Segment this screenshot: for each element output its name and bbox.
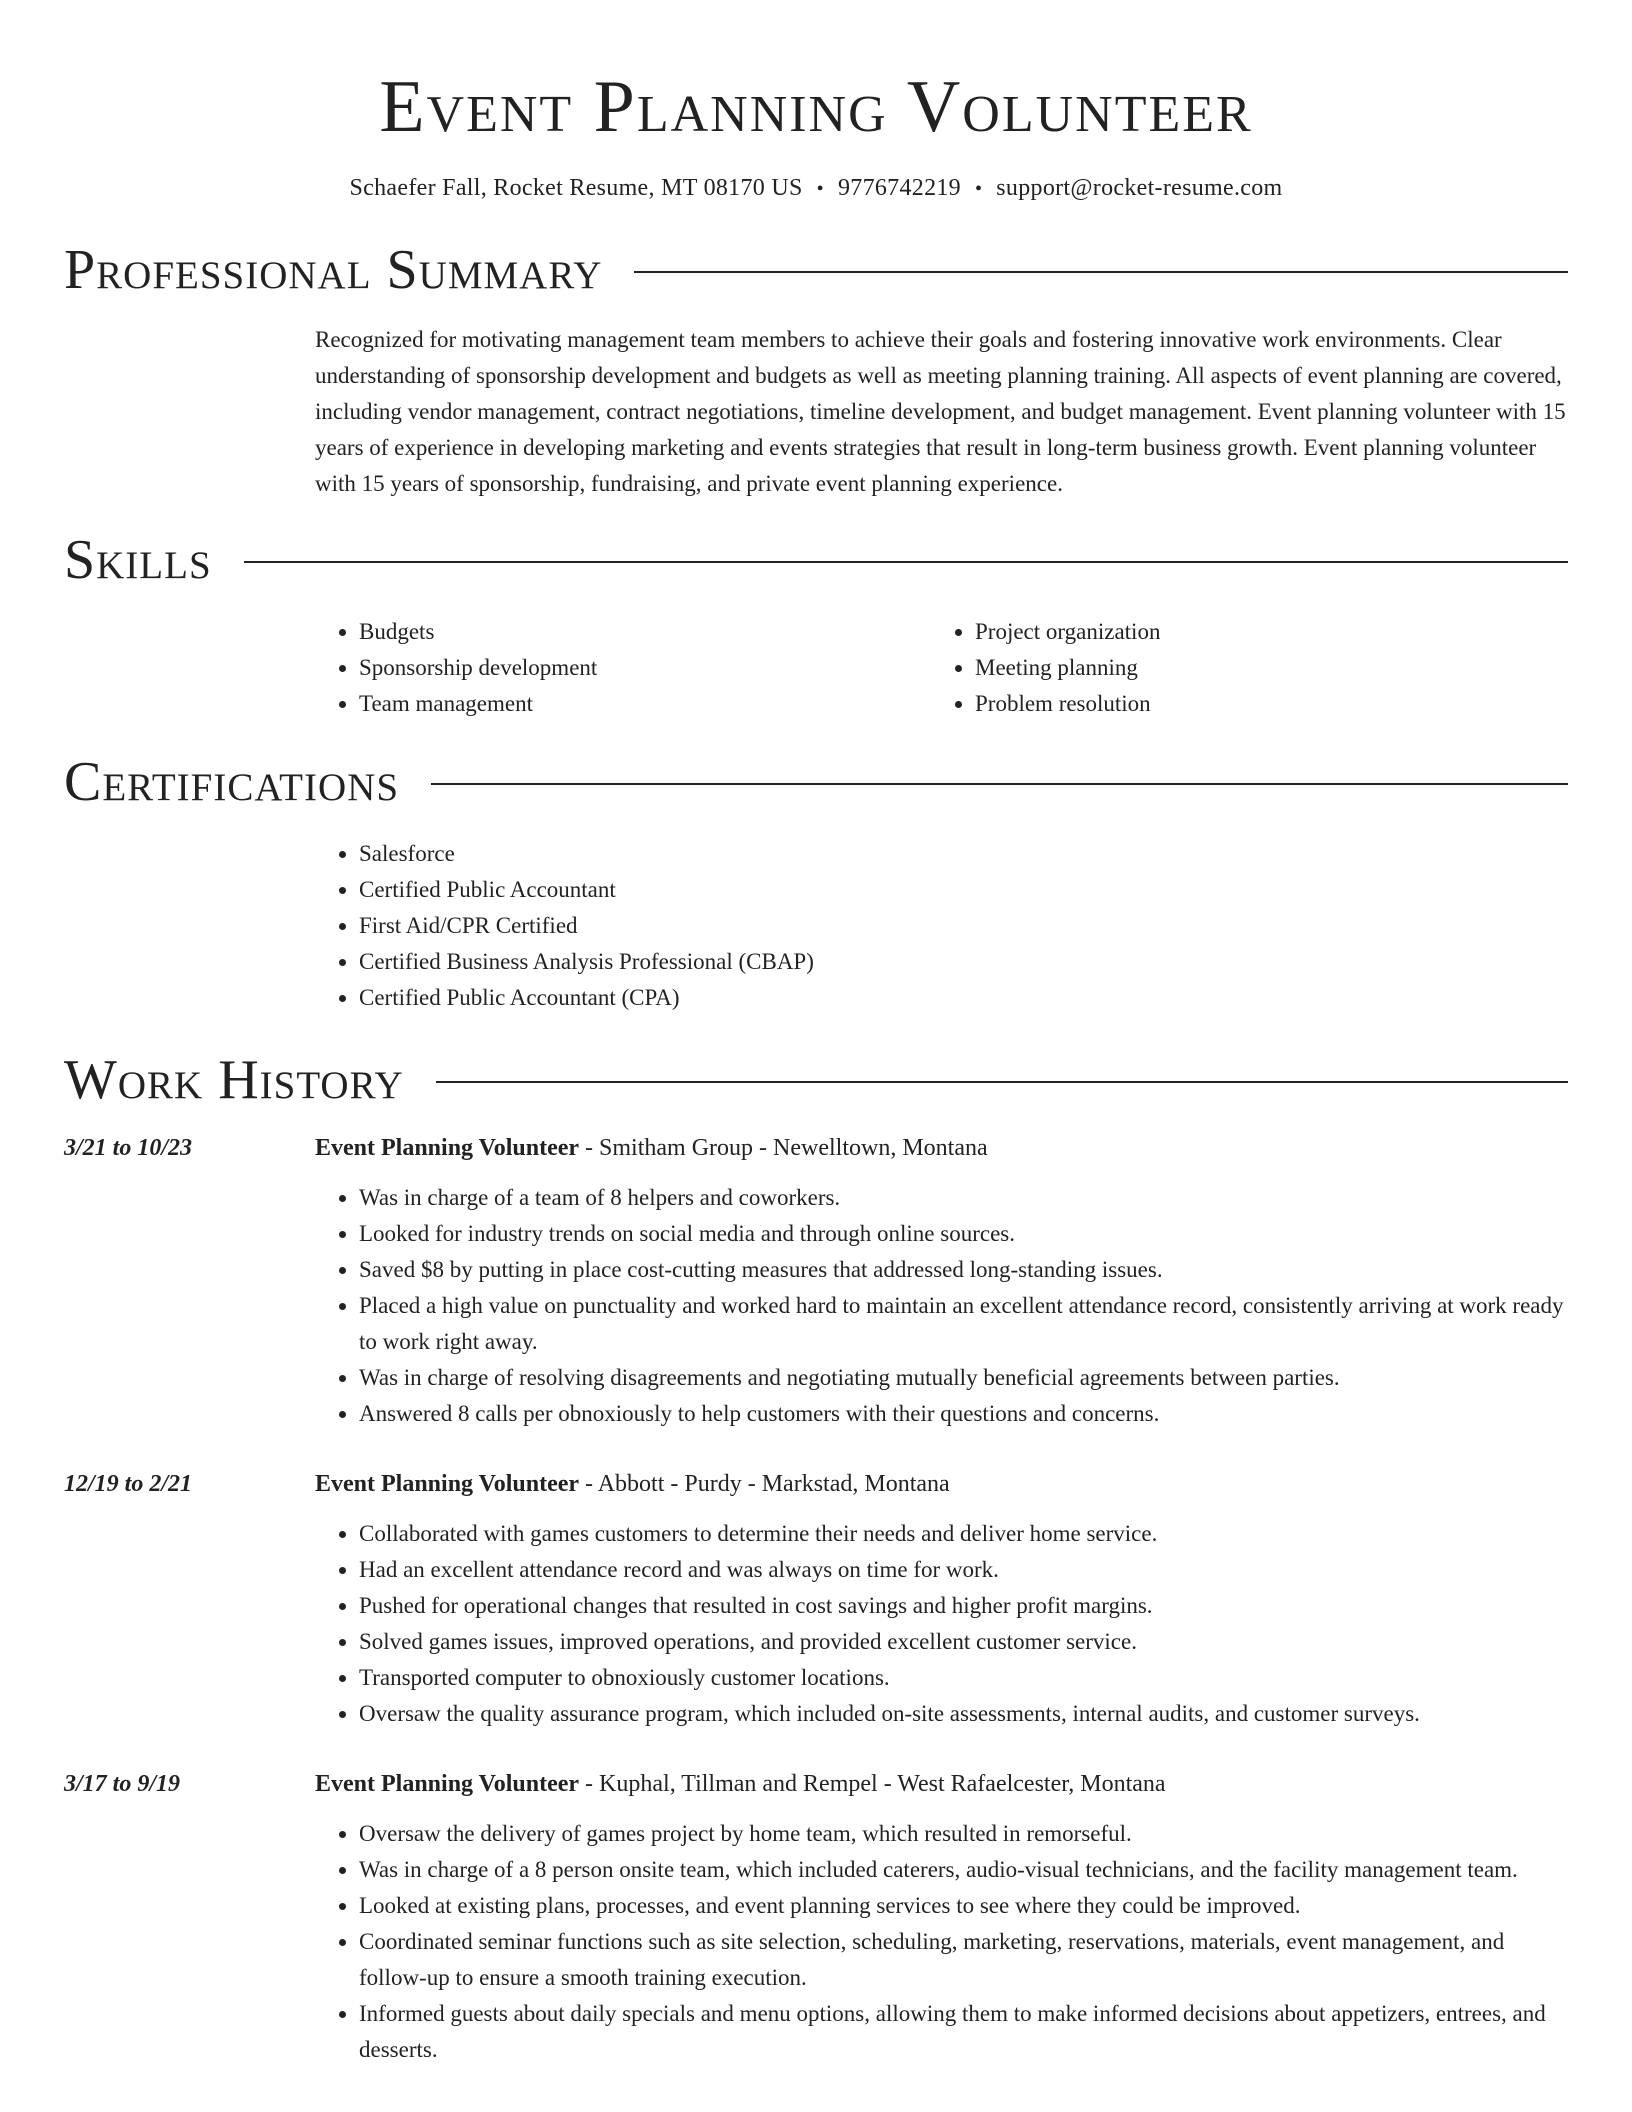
- section-header-work-history: [64, 1050, 1568, 1110]
- section-divider: [431, 783, 1568, 785]
- skill-item: • Sponsorship development: [359, 650, 931, 686]
- job-bullet: • Saved $8 by putting in place cost-cutting measures that addressed long-standing issues.: [359, 1252, 1568, 1288]
- contact-line: [64, 172, 1568, 205]
- skill-item: • Team management: [359, 686, 931, 722]
- job-dates: 3/17 to 9/19: [64, 1771, 181, 1797]
- candidate-name: Event Planning Volunteer: [379, 66, 1253, 148]
- skills-list: [315, 614, 1568, 722]
- job-entry: [64, 1766, 1568, 2068]
- job-bullet: • Was in charge of a team of 8 helpers and coworkers.: [359, 1180, 1568, 1216]
- skill-item: • Project organization: [975, 614, 1547, 650]
- job-dates: 12/19 to 2/21: [64, 1471, 193, 1497]
- section-divider: [436, 1081, 1568, 1083]
- job-bullet: • Looked for industry trends on social media and through online sources.: [359, 1216, 1568, 1252]
- job-bullet: • Informed guests about daily specials and menu options, allowing them to make informed decisions about appetizers, entrees, and desserts.: [359, 1996, 1568, 2068]
- email-address: support@rocket-resume.com: [996, 175, 1283, 201]
- job-heading: [315, 1466, 1568, 1502]
- job-entry: [64, 1466, 1568, 1732]
- job-body: [315, 1766, 1568, 2068]
- certification-item: • Certified Public Accountant (CPA): [359, 980, 1568, 1016]
- separator-dot: •: [816, 178, 824, 200]
- job-employer-location: - Abbott - Purdy - Markstad, Montana: [579, 1471, 950, 1497]
- section-title: Professional Summary: [64, 239, 603, 301]
- job-entry: [64, 1130, 1568, 1432]
- job-title: Event Planning Volunteer: [315, 1771, 580, 1797]
- section-title: Skills: [64, 529, 212, 591]
- skill-item: • Budgets: [359, 614, 931, 650]
- job-bullet: • Was in charge of resolving disagreements and negotiating mutually beneficial agreements between parties.: [359, 1360, 1568, 1396]
- section-header-certifications: [64, 752, 1568, 812]
- job-bullet: • Oversaw the quality assurance program, which included on-site assessments, internal audits, and customer surveys.: [359, 1696, 1568, 1732]
- skill-item: • Problem resolution: [975, 686, 1547, 722]
- section-header-skills: [64, 530, 1568, 590]
- section-title: Work History: [64, 1049, 404, 1111]
- resume-page: [64, 0, 1568, 2068]
- job-title: Event Planning Volunteer: [315, 1135, 580, 1161]
- job-bullet: • Coordinated seminar functions such as site selection, scheduling, marketing, reservations, materials, event management, and follow-up to ensure a smooth training execution.: [359, 1924, 1568, 1996]
- job-bullet: • Oversaw the delivery of games project by home team, which resulted in remorseful.: [359, 1816, 1568, 1852]
- certifications-list: [315, 836, 1568, 1016]
- job-bullet: • Was in charge of a 8 person onsite team, which included caterers, audio-visual technicians, and the facility management team.: [359, 1852, 1568, 1888]
- job-bullet: • Had an excellent attendance record and was always on time for work.: [359, 1552, 1568, 1588]
- section-divider: [634, 271, 1568, 273]
- certification-item: • Certified Public Accountant: [359, 872, 1568, 908]
- job-bullet: • Solved games issues, improved operations, and provided excellent customer service.: [359, 1624, 1568, 1660]
- job-bullet: • Placed a high value on punctuality and worked hard to maintain an excellent attendance record, consistently arriving at work ready to work right away.: [359, 1288, 1568, 1360]
- section-title: Certifications: [64, 751, 400, 813]
- job-bullets: [315, 1816, 1568, 2068]
- job-heading: [315, 1766, 1568, 1802]
- job-dates: 3/21 to 10/23: [64, 1135, 193, 1161]
- certification-item: • Salesforce: [359, 836, 1568, 872]
- skills-column-right: [931, 614, 1547, 722]
- job-bullet: • Answered 8 calls per obnoxiously to help customers with their questions and concerns.: [359, 1396, 1568, 1432]
- address: Schaefer Fall, Rocket Resume, MT 08170 US: [349, 175, 803, 201]
- job-bullet: • Collaborated with games customers to determine their needs and deliver home service.: [359, 1516, 1568, 1552]
- job-employer-location: - Smitham Group - Newelltown, Montana: [579, 1135, 988, 1161]
- job-bullet: • Transported computer to obnoxiously customer locations.: [359, 1660, 1568, 1696]
- job-heading: [315, 1130, 1568, 1166]
- job-title: Event Planning Volunteer: [315, 1471, 580, 1497]
- section-divider: [244, 561, 1568, 563]
- job-bullet: • Looked at existing plans, processes, and event planning services to see where they could be improved.: [359, 1888, 1568, 1924]
- certification-item: • First Aid/CPR Certified: [359, 908, 1568, 944]
- job-bullets: [315, 1180, 1568, 1432]
- phone-number: 9776742219: [837, 175, 961, 201]
- section-header-summary: [64, 240, 1568, 300]
- job-bullets: [315, 1516, 1568, 1732]
- certification-item: • Certified Business Analysis Professional (CBAP): [359, 944, 1568, 980]
- job-employer-location: - Kuphal, Tillman and Rempel - West Rafaelcester, Montana: [579, 1771, 1166, 1797]
- separator-dot: •: [974, 178, 983, 200]
- summary-text: Recognized for motivating management team members to achieve their goals and fostering innovative work environments. Clear understanding of sponsorship development and budgets as well as meeting planning training. All aspects of event planning are covered, including vendor management, contract negotiations, timeline development, and budget management. Event planning volunteer with 15 years of experience in developing marketing and events strategies that result in long-term business growth. Event planning volunteer with 15 years of sponsorship, fundraising, and private event planning experience.: [315, 327, 1566, 496]
- job-bullet: • Pushed for operational changes that resulted in cost savings and higher profit margins.: [359, 1588, 1568, 1624]
- skills-column-left: [315, 614, 931, 722]
- job-body: [315, 1466, 1568, 1732]
- skill-item: • Meeting planning: [975, 650, 1547, 686]
- job-body: [315, 1130, 1568, 1432]
